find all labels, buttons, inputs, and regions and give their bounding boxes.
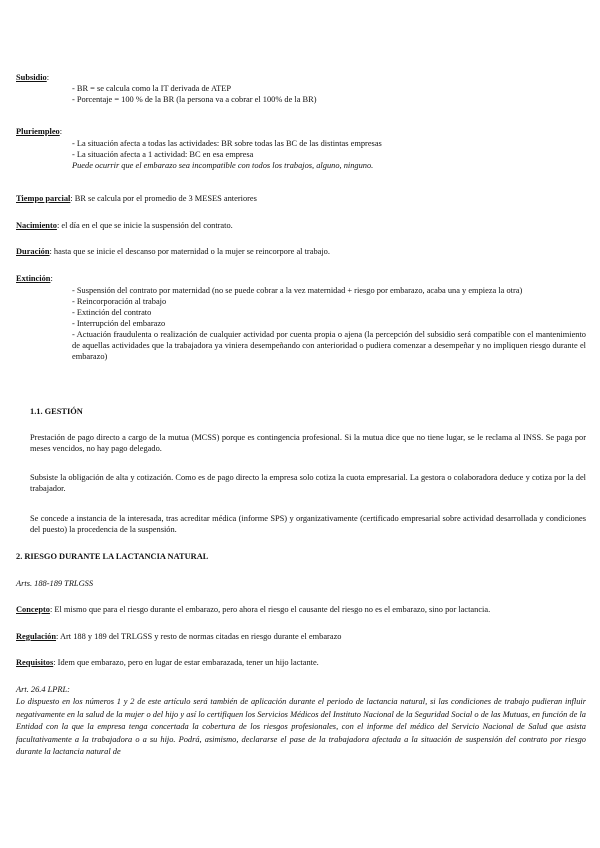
gestion-paragraph: Prestación de pago directo a cargo de la mutua (MCSS) porque es contingencia profesional. Si la mutua dice que no tiene lugar, se le reclama al INSS. Se paga por meses vencidos, no hay pago delegado. (30, 433, 586, 453)
extincion-list (72, 285, 586, 362)
list-item: - Suspensión del contrato por maternidad (no se puede cobrar a la vez maternidad + riesgo por embarazo, acaba una y empieza la otra) (72, 286, 523, 295)
list-item: - Interrupción del embarazo (72, 319, 166, 328)
requisitos-line (16, 657, 586, 668)
subsidio-label: Subsidio (16, 73, 47, 82)
nacimiento-label: Nacimiento (16, 221, 57, 230)
pluriempleo-section: Pluriempleo: (16, 127, 63, 136)
nacimiento-text: : el día en el que se inicie la suspensión del contrato. (56, 221, 233, 230)
tiempo-parcial-text: : BR se calcula por el promedio de 3 MESES anteriores (70, 194, 257, 203)
lprl-label: Art. 26.4 LPRL: (16, 685, 70, 694)
concepto-text: : El mismo que para el riesgo durante el embarazo, pero ahora el riesgo el causante del riesgo no es el embarazo, sino por lactancia. (49, 605, 491, 614)
subsidio-section: Subsidio: (16, 73, 50, 82)
extincion-label: Extinción (16, 274, 51, 283)
requisitos-label: Requisitos (16, 658, 54, 667)
tiempo-parcial-label: Tiempo parcial (16, 194, 71, 203)
duracion-label: Duración (16, 247, 50, 256)
pluriempleo-note: Puede ocurrir que el embarazo sea incompatible con todos los trabajos, alguno, ninguno. (72, 161, 374, 170)
lactancia-arts: Arts. 188-189 TRLGSS (16, 579, 94, 588)
lprl-text: Lo dispuesto en los números 1 y 2 de este artículo será también de aplicación durante el periodo de lactancia natural, si las condiciones de trabajo pudieran influir negativamente en la salud de la mujer o del hijo y así lo certifiquen los Servicios Médicos del Instituto Nacional de la Seguridad Social o de las Mutuas, en función de la Entidad con la que la empresa tenga concertada la cobertura de los riesgos profesionales, con el informe del médico del Servicio Nacional de Salud que asista facultativamente a la trabajadora o a su hijo. Podrá, asimismo, declararse el pase de la trabajadora afectada a la situación de suspensión del contrato por riesgo durante la lactancia natural de (16, 697, 586, 756)
extincion-section: Extinción: (16, 274, 53, 283)
gestion-heading: 1.1. GESTIÓN (30, 407, 83, 416)
nacimiento-line (16, 220, 586, 231)
subsidio-list (72, 83, 586, 105)
list-item: - BR = se calcula como la IT derivada de ATEP (72, 84, 231, 93)
list-item: - La situación afecta a 1 actividad: BC en esa empresa (72, 150, 254, 159)
list-item: - Extinción del contrato (72, 308, 152, 317)
pluriempleo-list (72, 138, 586, 171)
regulacion-line (16, 631, 586, 642)
duracion-text: : hasta que se inicie el descanso por maternidad o la mujer se reincorpore al trabajo. (49, 247, 330, 256)
regulacion-label: Regulación (16, 632, 57, 641)
pluriempleo-label: Pluriempleo (16, 127, 60, 136)
lactancia-heading: 2. RIESGO DURANTE LA LACTANCIA NATURAL (16, 552, 209, 561)
list-item: - Actuación fraudulenta o realización de cualquier actividad por cuenta propia o ajena (la percepción del subsidio será compatible con el mantenimiento de aquellas actividades que la trabajadora ya viniera desempeñando con anterioridad o pudiera comenzar a desempeñar y no impliquen riesgo durante el embarazo) (72, 330, 586, 361)
list-item: - La situación afecta a todas las actividades: BR sobre todas las BC de las distintas empresas (72, 139, 382, 148)
gestion-paragraph: Se concede a instancia de la interesada, tras acreditar médica (informe SPS) y organizativamente (certificado empresarial sobre actividad desarrollada y condiciones del puesto) la procedencia de la suspensión. (30, 514, 586, 534)
duracion-line (16, 246, 586, 257)
regulacion-text: : Art 188 y 189 del TRLGSS y resto de normas citadas en riesgo durante el embarazo (56, 632, 342, 641)
requisitos-text: : Idem que embarazo, pero en lugar de estar embarazada, tener un hijo lactante. (53, 658, 319, 667)
gestion-paragraph: Subsiste la obligación de alta y cotización. Como es de pago directo la empresa solo cotiza la cuota empresarial. La gestora o colaboradora deduce y cotiza por la del trabajador. (30, 473, 586, 493)
tiempo-parcial-line (16, 193, 586, 204)
concepto-line (16, 604, 586, 615)
list-item: - Porcentaje = 100 % de la BR (la persona va a cobrar el 100% de la BR) (72, 95, 317, 104)
list-item: - Reincorporación al trabajo (72, 297, 167, 306)
concepto-label: Concepto (16, 605, 50, 614)
